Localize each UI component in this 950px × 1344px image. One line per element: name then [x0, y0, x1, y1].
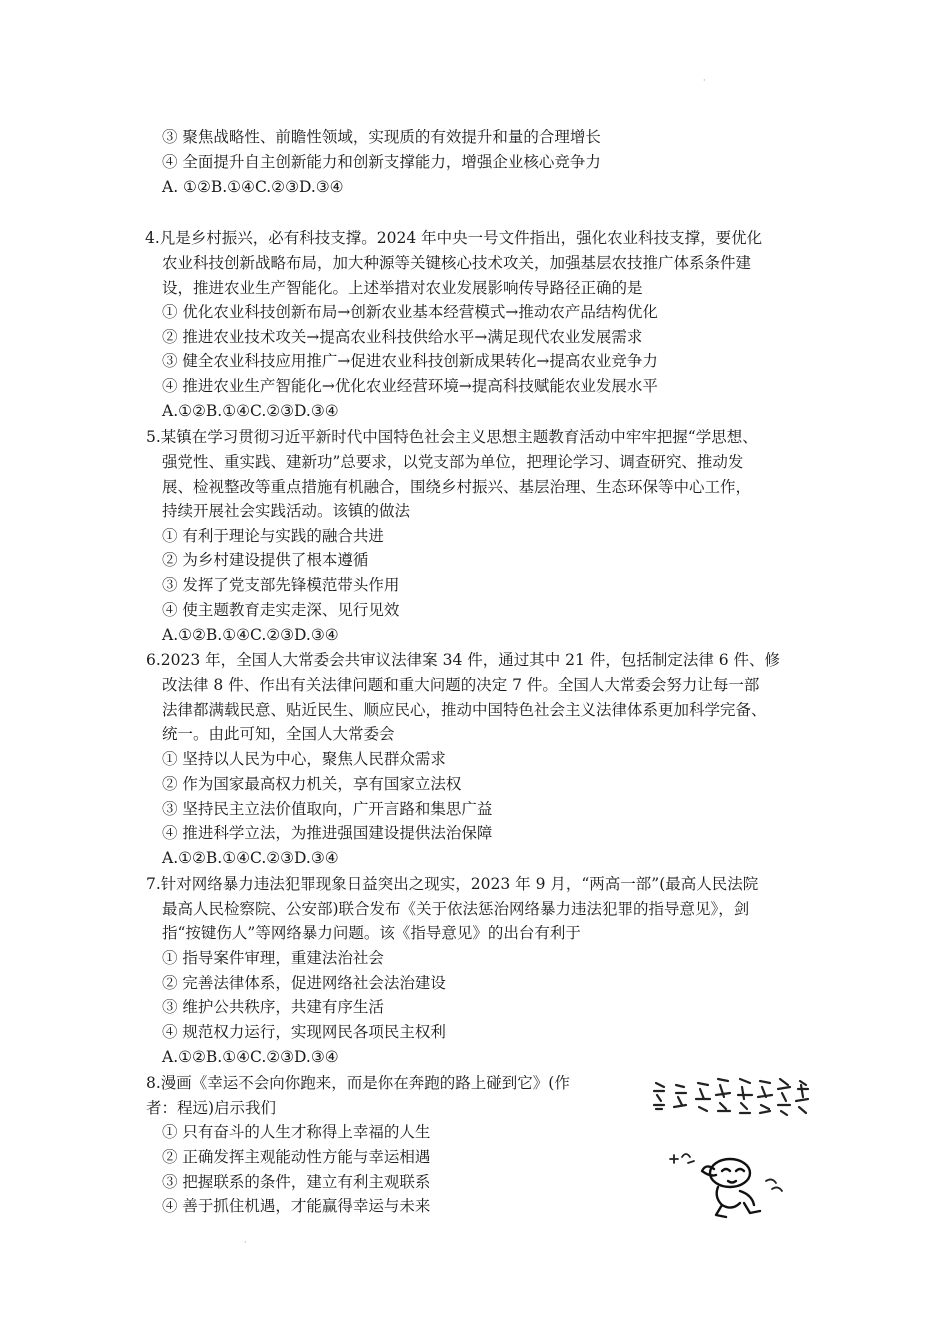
q7-item-3: ③ 维护公共秩序，共建有序生活 [162, 998, 384, 1016]
q5-item-4: ④ 使主题教育走实走深、见行见效 [162, 601, 400, 619]
q4-stem-line-2: 农业科技创新战略布局，加大种源等关键核心技术攻关，加强基层农技推广体系条件建 [162, 254, 752, 272]
q7-stem-line-2: 最高人民检察院、公安部)联合发布《关于依法惩治网络暴力违法犯罪的指导意见》，剑 [162, 900, 750, 918]
q6-options: A.①②B.①④C.②③D.③④ [162, 849, 339, 867]
q7-stem-line-3: 指“按键伤人”等网络暴力问题。该《指导意见》的出台有利于 [162, 924, 581, 942]
q6-stem-line-3: 法律都满载民意、贴近民生、顺应民心，推动中国特色社会主义法律体系更加科学完备、 [162, 701, 767, 719]
q6-stem-line-4: 统一。由此可知，全国人大常委会 [162, 725, 395, 743]
q6-stem-line-1: 6.2023 年，全国人大常委会共审议法律案 34 件，通过其中 21 件，包括制定法律 6 件、修 [146, 651, 781, 669]
q6-stem-line-2: 改法律 8 件、作出有关法律问题和重大问题的决定 7 件。全国人大常委会努力让每一部 [162, 676, 760, 694]
q7-item-1: ① 指导案件审理，重建法治社会 [162, 949, 384, 967]
q8-item-3: ③ 把握联系的条件，建立有利主观联系 [162, 1173, 431, 1191]
q6-item-1: ① 坚持以人民为中心，聚焦人民群众需求 [162, 750, 446, 768]
q3-options: A. ①②B.①④C.②③D.③④ [162, 178, 344, 196]
q8-item-4: ④ 善于抓住机遇，才能赢得幸运与未来 [162, 1197, 431, 1215]
q7-options: A.①②B.①④C.②③D.③④ [162, 1048, 339, 1066]
q5-stem-line-2: 强党性、重实践、建新功”总要求，以党支部为单位，把理论学习、调查研究、推动发 [162, 453, 744, 471]
q6-item-4: ④ 推进科学立法，为推进强国建设提供法治保障 [162, 824, 493, 842]
q4-item-3: ③ 健全农业科技应用推广→促进农业科技创新成果转化→提高农业竞争力 [162, 352, 658, 370]
q3-item-4: ④ 全面提升自主创新能力和创新支撑能力，增强企业核心竞争力 [162, 153, 601, 171]
q3-item-3: ③ 聚焦战略性、前瞻性领域，实现质的有效提升和量的合理增长 [162, 128, 601, 146]
q6-item-3: ③ 坚持民主立法价值取向，广开言路和集思广益 [162, 800, 493, 818]
q5-item-1: ① 有利于理论与实践的融合共进 [162, 527, 384, 545]
cartoon-running-figure [702, 1159, 760, 1217]
q5-stem-line-3: 展、检视整改等重点措施有机融合，围绕乡村振兴、基层治理、生态环保等中心工作， [162, 478, 752, 496]
q5-item-2: ② 为乡村建设提供了根本遵循 [162, 551, 369, 569]
q4-options: A.①②B.①④C.②③D.③④ [162, 402, 339, 420]
cartoon-drawing [648, 1073, 814, 1223]
q8-item-1: ① 只有奋斗的人生才称得上幸福的人生 [162, 1123, 431, 1141]
q4-stem-line-3: 设，推进农业生产智能化。上述举措对农业发展影响传导路径正确的是 [162, 279, 643, 297]
q8-stem-line-2: 者：程远)启示我们 [146, 1099, 277, 1117]
cartoon-illustration [648, 1073, 814, 1223]
q6-item-2: ② 作为国家最高权力机关，享有国家立法权 [162, 775, 462, 793]
q8-stem-line-1: 8.漫画《幸运不会向你跑来，而是你在奔跑的路上碰到它》(作 [146, 1074, 570, 1092]
q5-stem-line-1: 5.某镇在学习贯彻习近平新时代中国特色社会主义思想主题教育活动中牢牢把握“学思想、 [146, 428, 758, 446]
q7-item-4: ④ 规范权力运行，实现网民各项民主权利 [162, 1023, 446, 1041]
q5-item-3: ③ 发挥了党支部先锋模范带头作用 [162, 576, 400, 594]
q5-options: A.①②B.①④C.②③D.③④ [162, 626, 339, 644]
q4-item-4: ④ 推进农业生产智能化→优化农业经营环境→提高科技赋能农业发展水平 [162, 377, 658, 395]
cartoon-calligraphy [654, 1079, 808, 1115]
q7-stem-line-1: 7.针对网络暴力违法犯罪现象日益突出之现实，2023 年 9 月，“两高一部”(最高人民法院 [146, 875, 759, 893]
scan-speck: · [244, 1238, 247, 1247]
q8-item-2: ② 正确发挥主观能动性方能与幸运相遇 [162, 1148, 431, 1166]
q7-item-2: ② 完善法律体系，促进网络社会法治建设 [162, 974, 446, 992]
q4-item-2: ② 推进农业技术攻关→提高农业科技供给水平→满足现代农业发展需求 [162, 328, 643, 346]
scan-speck: · [703, 76, 706, 85]
q4-stem-line-1: 4.凡是乡村振兴，必有科技支撑。2024 年中央一号文件指出，强化农业科技支撑，要优化 [145, 229, 763, 247]
q5-stem-line-4: 持续开展社会实践活动。该镇的做法 [162, 502, 411, 520]
q4-item-1: ① 优化农业科技创新布局→创新农业基本经营模式→推动农产品结构优化 [162, 303, 658, 321]
